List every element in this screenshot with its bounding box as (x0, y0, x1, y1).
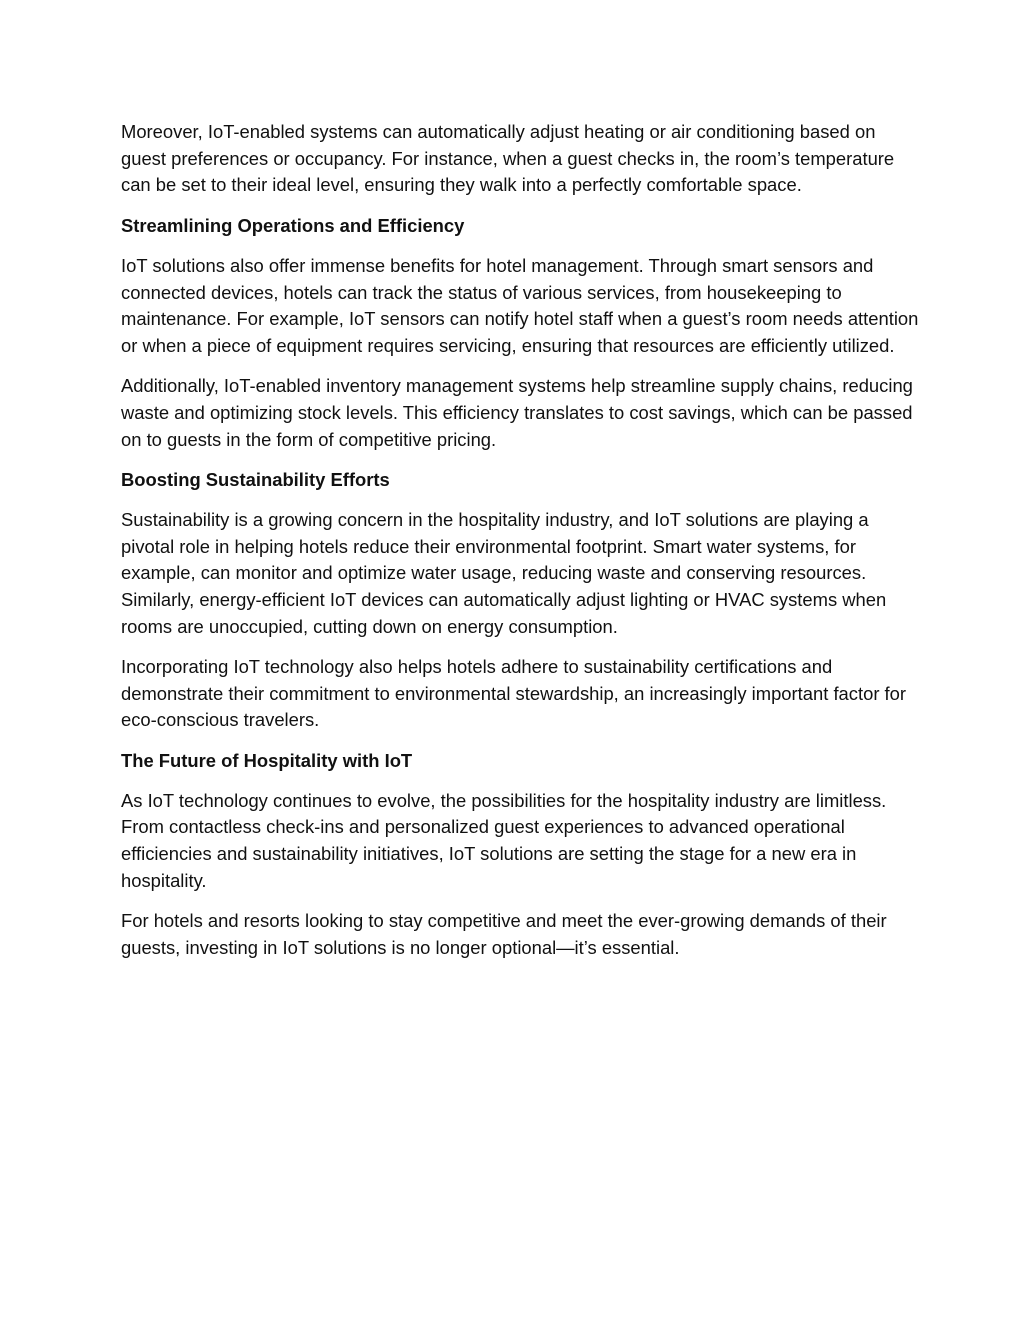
paragraph-inventory-management: Additionally, IoT-enabled inventory management systems help streamline supply chains, reducing waste and optimizing stock levels. This efficiency translates to cost savings, which can be passed on to guests in the form of competitive pricing. (121, 375, 913, 450)
paragraph-conclusion: For hotels and resorts looking to stay competitive and meet the ever-growing demands of their guests, investing in IoT solutions is no longer optional—it’s essential. (121, 910, 887, 958)
paragraph-iot-evolution: As IoT technology continues to evolve, the possibilities for the hospitality industry are limitless. From contactless check-ins and personalized guest experiences to advanced operational efficiencies and sustainability initiatives, IoT solutions are setting the stage for a new era in hospitality. (121, 789, 887, 891)
paragraph-hotel-management: IoT solutions also offer immense benefits for hotel management. Through smart sensors and connected devices, hotels can track the status of various services, from housekeeping to maintenance. For example, IoT sensors can notify hotel staff when a guest’s room needs attention or when a piece of equipment requires servicing, ensuring that resources are efficiently utilized. (121, 254, 919, 356)
paragraph-thermostat-adjustment: Moreover, IoT-enabled systems can automatically adjust heating or air conditioning based on guest preferences or occupancy. For instance, when a guest checks in, the room’s temperature can be set to their ideal level, ensuring they walk into a perfectly comfortable space. (121, 121, 895, 196)
section-heading-operations: Streamlining Operations and Efficiency (121, 214, 465, 236)
section-heading-future: The Future of Hospitality with IoT (121, 749, 413, 771)
paragraph-sustainability-concern: Sustainability is a growing concern in the hospitality industry, and IoT solutions are playing a pivotal role in helping hotels reduce their environmental footprint. Smart water systems, for example, can monitor and optimize water usage, reducing waste and conserving resources. Similarly, energy-efficient IoT devices can automatically adjust lighting or HVAC systems when rooms are unoccupied, cutting down on energy consumption. (121, 508, 887, 637)
document-page (121, 119, 921, 975)
paragraph-certifications: Incorporating IoT technology also helps hotels adhere to sustainability certifications and demonstrate their commitment to environmental stewardship, an increasingly important factor for eco-conscious travelers. (121, 655, 907, 731)
section-heading-sustainability: Boosting Sustainability Efforts (121, 468, 390, 490)
